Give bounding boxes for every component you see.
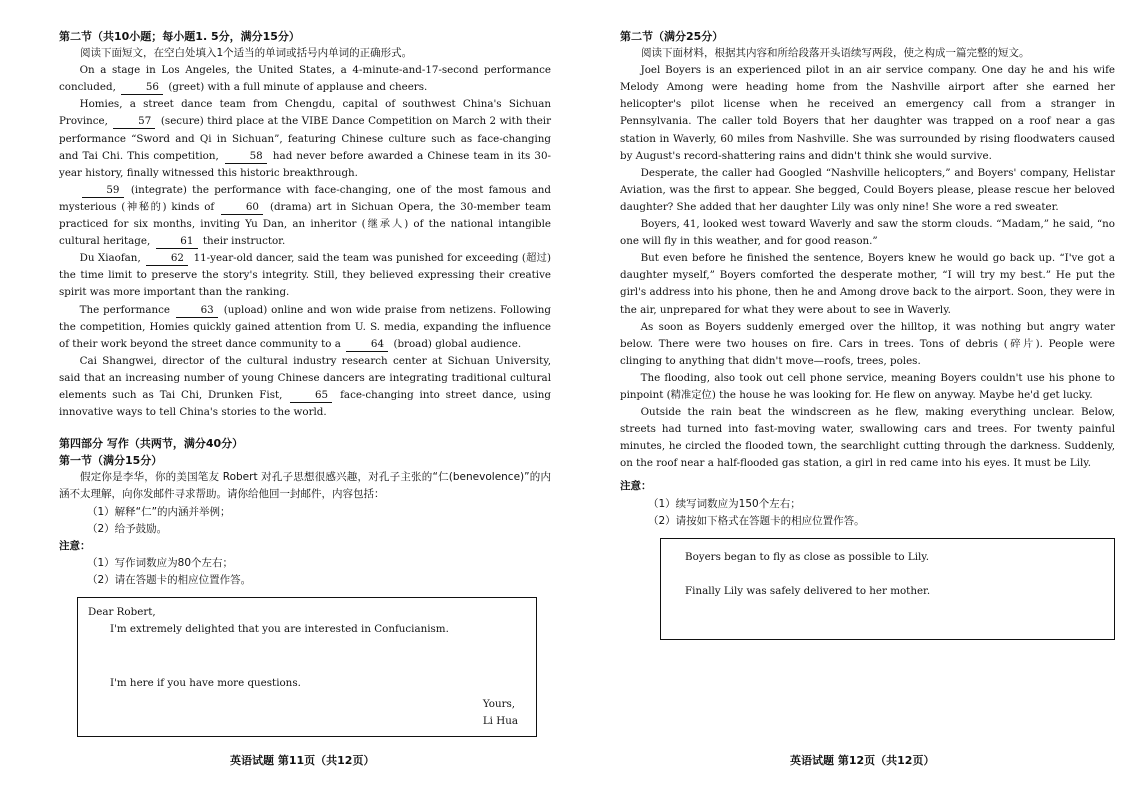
- blank-65: 65: [290, 389, 332, 403]
- note-item-1: （1）续写词数应为150个左右；: [648, 497, 801, 510]
- story-paragraph-4: But even before he finished the sentence, Boyers knew he would go back up. “I've got a daughter myself,” Boyers comforted the desperate mother, “I will try my best.” He put the girl's address into his phone, then he and Among drove back to the airport. Soon, they were in the air, unprepared for what they were about to see in Waverly.: [620, 252, 1115, 316]
- spacer: [685, 566, 1090, 583]
- continuation-instructions: 阅读下面材料，根据其内容和所给段落开头语续写两段，使之构成一篇完整的短文。: [641, 47, 1030, 60]
- text-segment: had never before awarded a Chinese team in its 30-year history, finally witnessed this historic breakthrough.: [59, 149, 551, 179]
- note-label: 注意：: [59, 539, 91, 552]
- letter-greeting: Dear Robert,: [88, 606, 156, 618]
- blank-61: 61: [156, 235, 198, 249]
- text-segment: (broad) global audience.: [393, 337, 522, 350]
- section-2-heading: 第二节（共10小题；每小题1. 5分，满分15分）: [59, 30, 300, 43]
- text-segment: On a stage in Los Angeles, the United States, a 4-minute-and-17-second performance concluded,: [59, 64, 551, 94]
- blank-57: 57: [113, 115, 155, 129]
- prompt-item-1: （1）解释“仁”的内涵并举例；: [87, 505, 231, 518]
- continuation-section-heading: 第二节（满分25分）: [620, 30, 724, 43]
- letter-opening-line: I'm extremely delighted that you are interested in Confucianism.: [110, 623, 449, 635]
- left-page-footer: 英语试题 第11页（共12页）: [230, 754, 375, 767]
- story-paragraph-1: Joel Boyers is an experienced pilot in an air service company. One day he and his wife Melody Among were heading home from the Nashville airport after she earned her helicopter's pilot license when he received an emergency call from a stranger in Pennsylvania. The caller told Boyers that her daughter was trapped on a roof near a gas station in Waverly, 60 miles from Nashville. She was surrounded by rising floodwaters caused by August's record-shattering rains and didn't think she would survive.: [620, 64, 1115, 162]
- blank-62: 62: [146, 252, 188, 266]
- story-paragraph-2: Desperate, the caller had Googled “Nashville helicopters,” and Boyers' company, Helistar Aviation, was the first to appear. She begged, Could Boyers please, please rescue her beloved daughter? She added that her daughter Lily was only nine! She wore a red sweater.: [620, 166, 1115, 213]
- letter-closing-line: I'm here if you have more questions.: [110, 677, 301, 689]
- story-paragraph-3: Boyers, 41, looked west toward Waverly and saw the storm clouds. “Madam,” he said, “no one will fly in this weather, and for good reason.”: [620, 218, 1115, 248]
- passage-paragraph-1: [59, 62, 551, 96]
- text-segment: Cai Shangwei, director of the cultural industry research center at Sichuan University, said that an increasing number of young Chinese dancers are integrating traditional cultural elements such as Tai Chi, Drunken Fist,: [59, 354, 551, 401]
- text-segment: 11-year-old dancer, said the team was punished for exceeding (超过) the time limit to preserve the story's integrity. Still, they believed expressing their creative spirit was more important than the ranking.: [59, 252, 551, 299]
- passage-paragraph-2: [59, 96, 551, 181]
- text-segment: their instructor.: [202, 235, 286, 248]
- note-item-2: （2）请按如下格式在答题卡的相应位置作答。: [648, 514, 865, 527]
- letter-name: Li Hua: [482, 715, 518, 727]
- text-segment: Du Xiaofan,: [79, 252, 141, 265]
- continuation-template-box: [660, 538, 1115, 640]
- letter-sign-off: Yours,: [482, 698, 516, 710]
- letter-template-box: [77, 597, 537, 737]
- paragraph-2-opener: Finally Lily was safely delivered to her mother.: [685, 584, 931, 597]
- text-segment: Homies, a street dance team from Chengdu, capital of southwest China's Sichuan Province,: [59, 98, 551, 128]
- writing-section-1-heading: 第一节（满分15分）: [59, 454, 163, 468]
- text-segment: (integrate) the performance with face-changing, one of the most famous and mysterious (神秘的) kinds of: [59, 183, 551, 213]
- blank-60: 60: [221, 201, 263, 215]
- text-segment: (greet) with a full minute of applause and cheers.: [168, 81, 428, 94]
- blank-63: 63: [176, 304, 218, 318]
- blank-56: 56: [121, 81, 163, 95]
- story-paragraph-5: As soon as Boyers suddenly emerged over the hilltop, it was nothing but angry water below. There were two houses on fire. Cars in trees. Tons of debris (碎片). People were clinging to anything that didn't move—roofs, trees, poles.: [620, 320, 1115, 367]
- paragraph-1-opener: Boyers began to fly as close as possible to Lily.: [685, 550, 930, 563]
- right-page: [620, 28, 1115, 640]
- part-4-heading: 第四部分 写作（共两节，满分40分）: [59, 437, 244, 451]
- left-page: [59, 28, 551, 737]
- blank-59: 59: [82, 184, 124, 198]
- spacer: [88, 638, 526, 675]
- story-paragraph-6: The flooding, also took out cell phone service, meaning Boyers couldn't use his phone to pinpoint (精准定位) the house he was looking for. He flew on anyway. Maybe he'd get lucky.: [620, 371, 1115, 401]
- blank-64: 64: [346, 338, 388, 352]
- spacer: [59, 421, 551, 435]
- note-label: 注意：: [620, 480, 652, 493]
- passage-paragraph-4: [59, 250, 551, 301]
- passage-paragraph-3: [59, 182, 551, 250]
- writing-prompt: 假定你是李华，你的美国笔友 Robert 对孔子思想很感兴趣，对孔子主张的“仁(benevolence)”的内涵不太理解，向你发邮件寻求帮助。请你给他回一封邮件，内容包括：: [59, 471, 551, 501]
- text-segment: (secure) third place at the VIBE Dance Competition on March 2 with their performance “Sword and Qi in Sichuan”, featuring Chinese culture such as face-changing and Tai Chi. This competition,: [59, 115, 552, 162]
- blank-58: 58: [225, 150, 267, 164]
- text-segment: (drama) art in Sichuan Opera, the 30-member team practiced for six months, inviting Yu Dan, an inheritor (继承人) of the national intangible cultural heritage,: [59, 200, 552, 248]
- right-page-footer: 英语试题 第12页（共12页）: [790, 754, 935, 767]
- passage-paragraph-5: [59, 302, 551, 353]
- section-2-instructions: 阅读下面短文，在空白处填入1个适当的单词或括号内单词的正确形式。: [80, 47, 413, 60]
- passage-paragraph-6: [59, 353, 551, 421]
- text-segment: The performance: [79, 303, 170, 316]
- text-segment: (upload) online and won wide praise from netizens. Following the competition, Homies quickly gained attention from U. S. media, expanding the influence of their work beyond the street dance community to a: [59, 303, 551, 350]
- note-item-2: （2）请在答题卡的相应位置作答。: [87, 573, 252, 586]
- story-paragraph-7: Outside the rain beat the windscreen as he flew, making everything unclear. Below, streets had turned into fast-moving water, swallowing cars and trees. For twenty painful minutes, he circled the flooded town, the searchlight cutting through the darkness. Suddenly, on the roof near a half-flooded gas station, a girl in red came into his eyes. It must be Lily.: [620, 406, 1115, 470]
- note-item-1: （1）写作词数应为80个左右；: [87, 556, 234, 569]
- text-segment: face-changing into street dance, using innovative ways to tell China's stories to the world.: [59, 388, 551, 419]
- letter-signature: [483, 696, 518, 730]
- prompt-item-2: （2）给予鼓励。: [87, 522, 168, 535]
